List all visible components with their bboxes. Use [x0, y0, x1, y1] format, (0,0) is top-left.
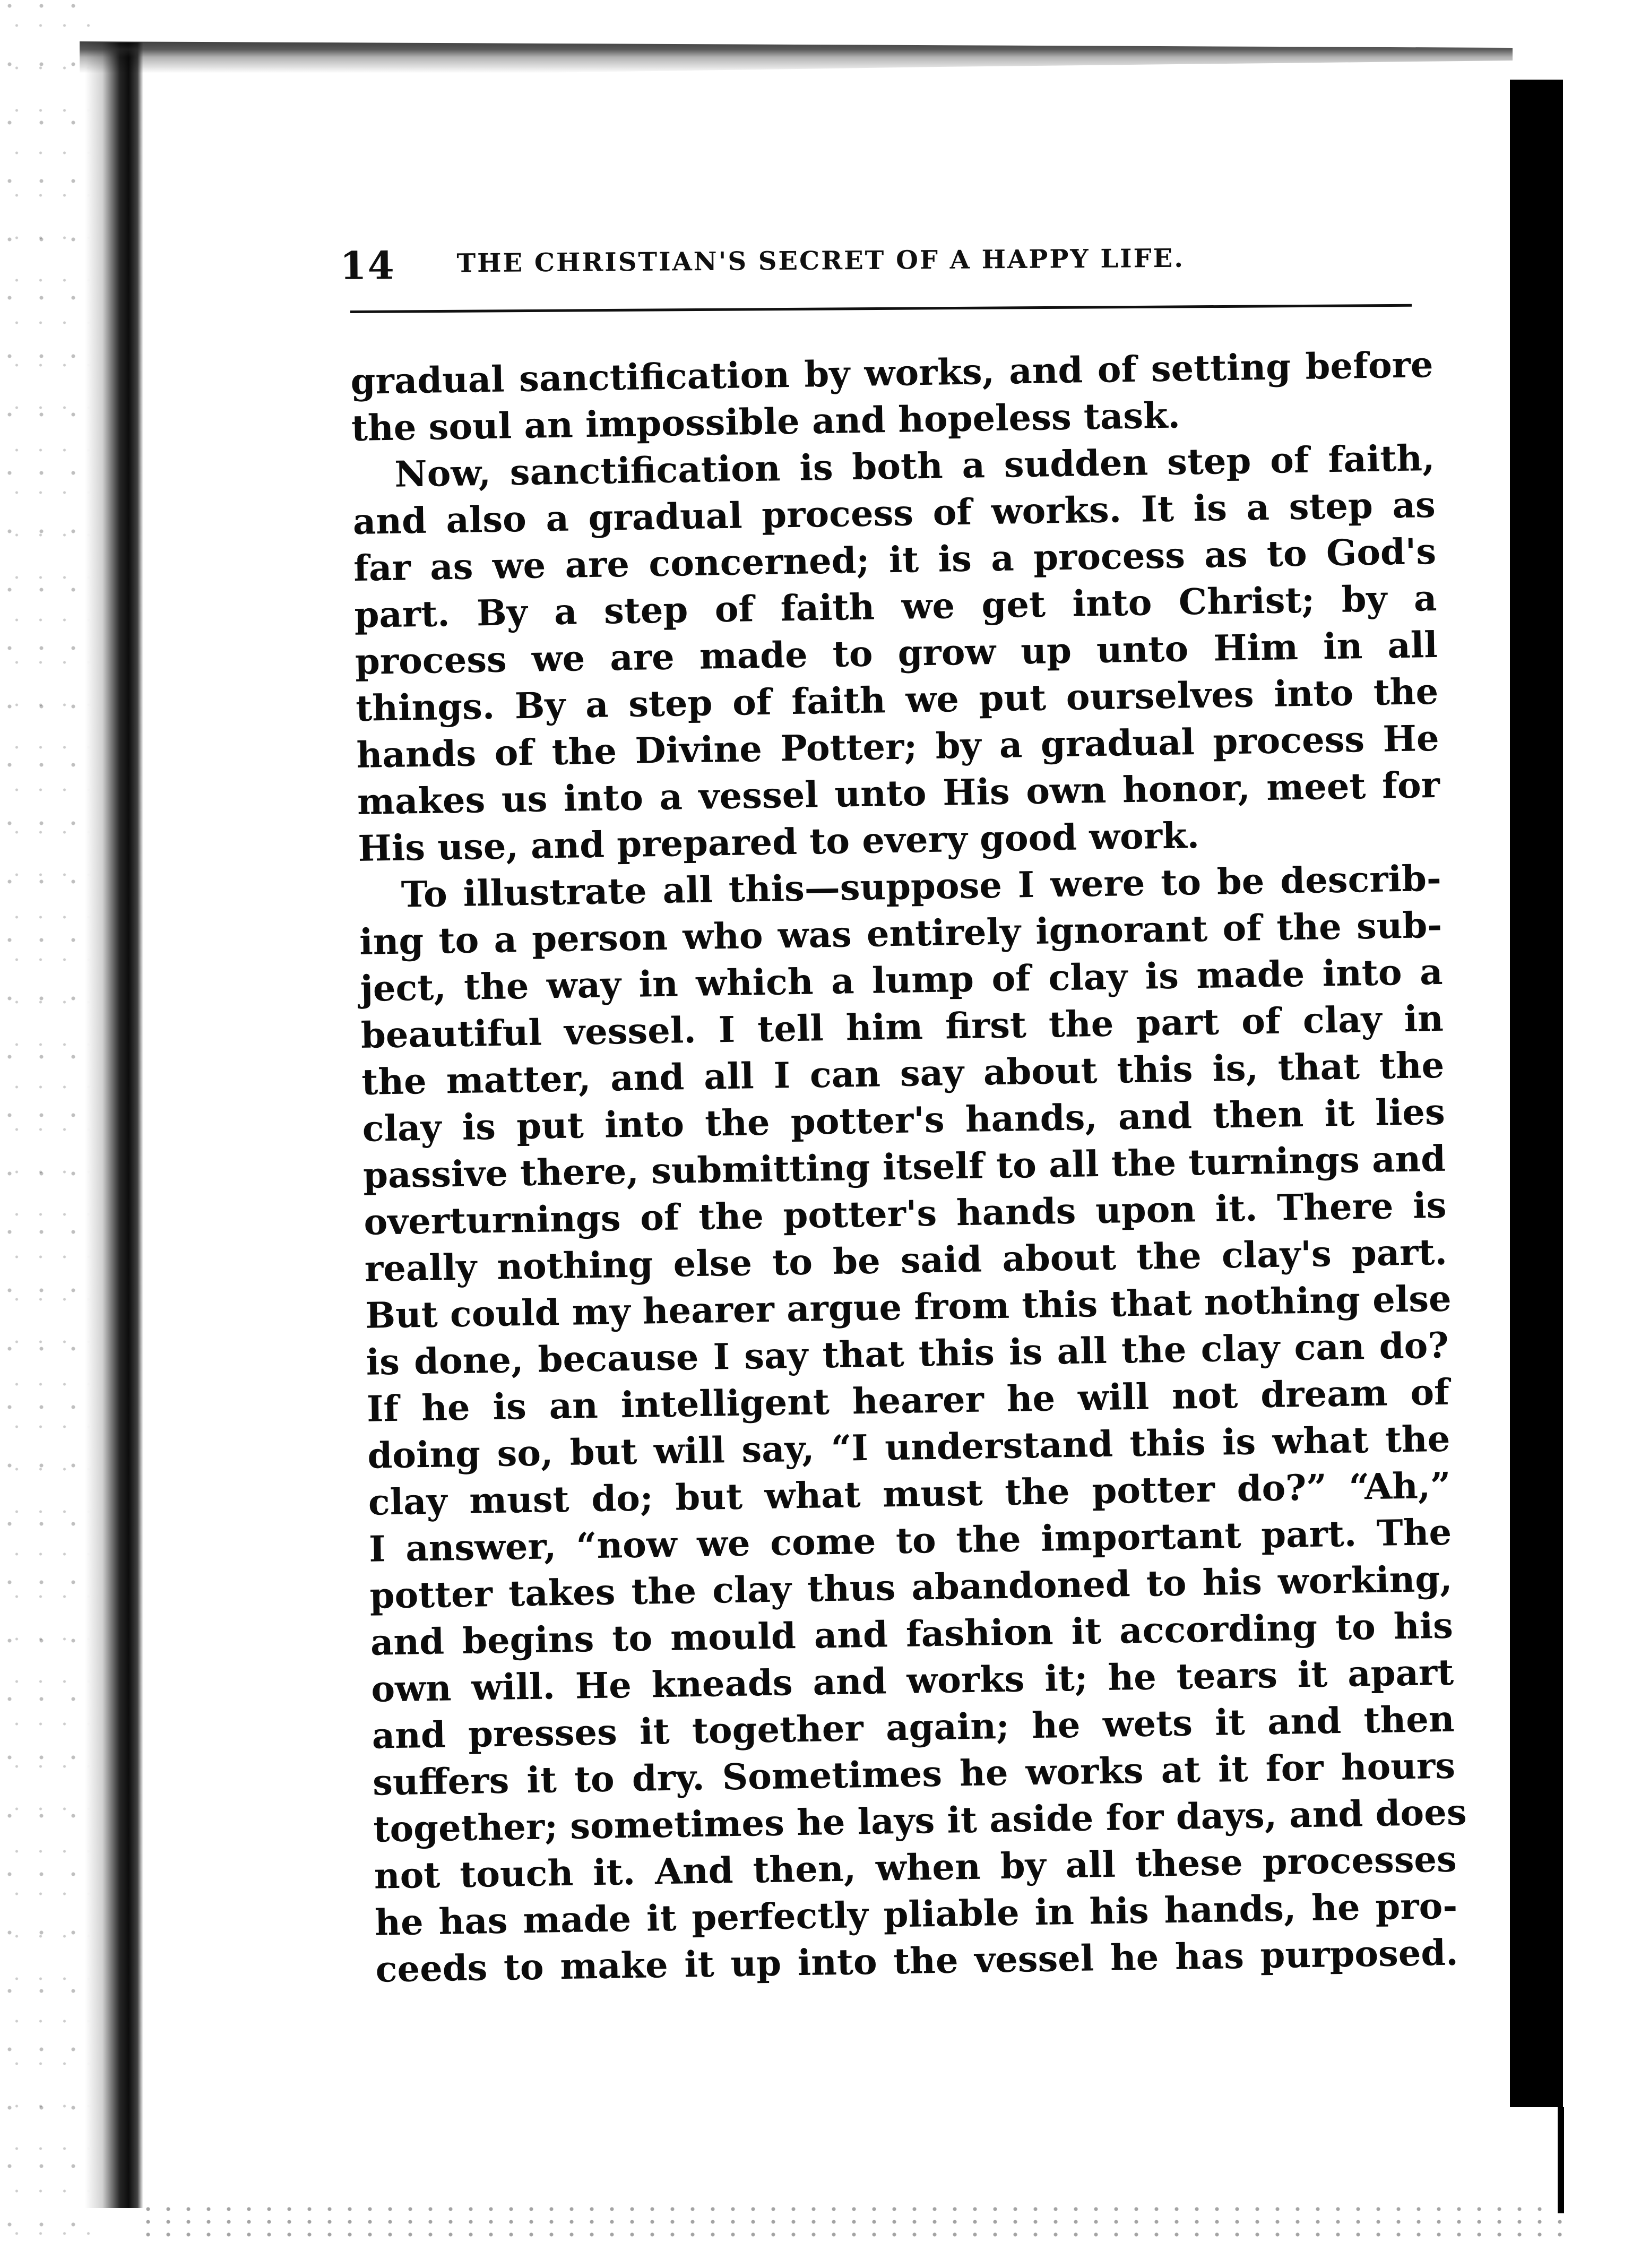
- text-line: I answer, “now we come to the important part. The: [368, 1511, 1452, 1570]
- text-line: the matter, and all I can say about this is, that the: [361, 1044, 1445, 1103]
- text-line: makes us into a vessel unto His own honor, meet for: [357, 763, 1440, 823]
- text-line: clay must do; but what must the potter do?” “Ah,”: [368, 1464, 1452, 1523]
- text-line: really nothing else to be said about the clay's part.: [364, 1230, 1448, 1290]
- running-title: THE CHRISTIAN'S SECRET OF A HAPPY LIFE.: [456, 243, 1185, 279]
- text-line: part. By a step of faith we get into Christ; by a: [353, 576, 1437, 636]
- text-line: together; sometimes he lays it aside for days, and does: [373, 1791, 1467, 1850]
- text-line: gradual sanctification by works, and of setting before: [350, 343, 1434, 402]
- body-text: [350, 341, 1467, 1993]
- text-line: own will. He kneads and works it; he tears it apart: [370, 1651, 1454, 1710]
- scan-top-edge: [80, 41, 1513, 73]
- text-line: passive there, submitting itself to all the turnings and: [362, 1137, 1446, 1196]
- scan-bottom-edge: [138, 2203, 1571, 2240]
- text-line: and begins to mould and fashion it according to his: [370, 1604, 1454, 1663]
- text-line: and presses it together again; he wets it and then: [372, 1697, 1455, 1757]
- text-line: is done, because I say that this is all the clay can do?: [366, 1324, 1449, 1383]
- text-line: ceeds to make it up into the vessel he has purposed.: [375, 1931, 1459, 1990]
- running-head: [329, 220, 1465, 297]
- text-line: not touch it. And then, when by all these processes: [374, 1838, 1457, 1897]
- text-line: and also a gradual process of works. It is a step as: [352, 483, 1436, 542]
- header-rule: [350, 304, 1412, 313]
- book-page: [329, 228, 1467, 1990]
- text-line: he has made it perfectly pliable in his hands, he pro-: [374, 1884, 1458, 1944]
- scan-binding-shadow: [85, 42, 143, 2208]
- text-line: But could my hearer argue from this that nothing else: [365, 1277, 1452, 1336]
- text-line: ject, the way in which a lump of clay is made into a: [360, 950, 1444, 1010]
- text-line: Now, sanctification is both a sudden step of faith,: [394, 436, 1435, 495]
- text-line: suffers it to dry. Sometimes he works at it for hours: [372, 1744, 1456, 1804]
- scan-right-border: [1510, 80, 1563, 2107]
- text-line: far as we are concerned; it is a process as to God's: [353, 530, 1437, 589]
- scan-right-border-tail: [1558, 2107, 1564, 2213]
- text-line: beautiful vessel. I tell him first the part of clay in: [360, 997, 1444, 1056]
- text-line: ing to a person who was entirely ignorant of the sub-: [359, 903, 1443, 963]
- page-number: 14: [340, 243, 395, 288]
- text-line: things. By a step of faith we put ourselves into the: [355, 670, 1439, 729]
- text-line: the soul an impossible and hopeless task.: [351, 394, 1181, 449]
- text-line: If he is an intelligent hearer he will not dream of: [366, 1370, 1450, 1430]
- text-line: His use, and prepared to every good work.: [357, 814, 1200, 869]
- text-line: To illustrate all this—suppose I were to be describ-: [401, 857, 1442, 916]
- text-line: clay is put into the potter's hands, and then it lies: [362, 1090, 1446, 1150]
- text-line: potter takes the clay thus abandoned to his working,: [369, 1557, 1453, 1617]
- text-line: process we are made to grow up unto Him in all: [355, 623, 1438, 683]
- text-line: hands of the Divine Potter; by a gradual process He: [356, 717, 1440, 776]
- text-line: overturnings of the potter's hands upon it. There is: [363, 1184, 1447, 1243]
- text-line: doing so, but will say, “I understand this is what the: [367, 1417, 1450, 1477]
